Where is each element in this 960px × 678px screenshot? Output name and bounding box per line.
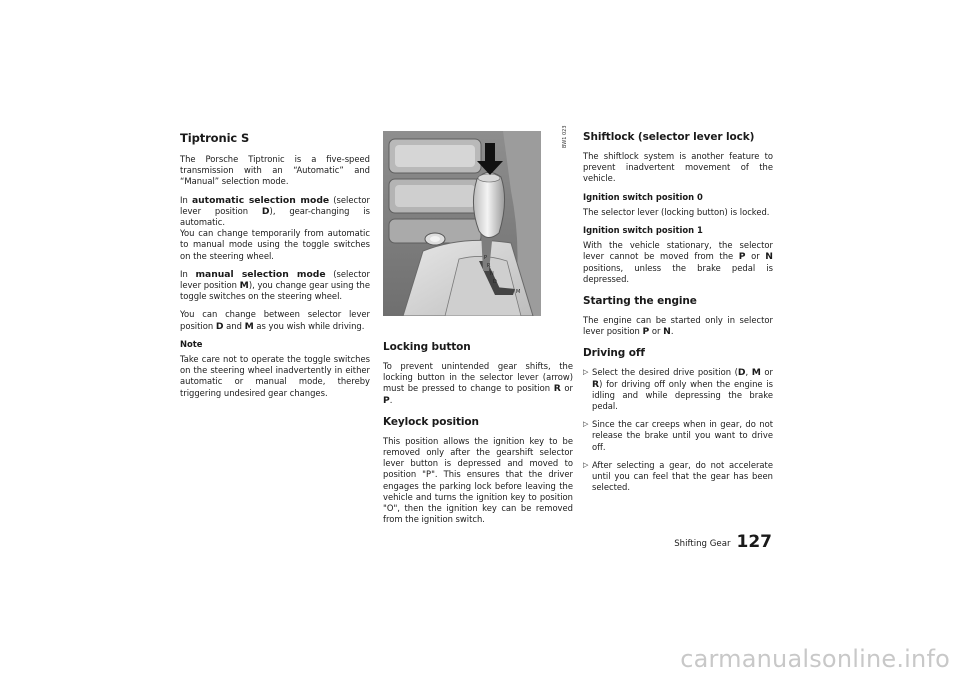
ignition-1-text: With the vehicle stationary, the selector lever cannot be moved from the P or N positions, unless the brake pedal is depressed. xyxy=(583,240,773,284)
selector-lever-photo xyxy=(383,131,541,316)
gate-label-p: P xyxy=(484,255,488,261)
manual-mode-paragraph: In manual selection mode (selector lever position M), you change gear using the toggle switches on the steering wheel. xyxy=(180,268,370,302)
list-item: ▷ Since the car creeps when in gear, do not release the brake until you want to drive off. xyxy=(583,419,773,452)
selector-lever-illustration xyxy=(383,131,541,316)
middle-column xyxy=(383,341,573,532)
tiptronic-intro: The Porsche Tiptronic is a five-speed transmission with an “Automatic” and “Manual” selection mode. xyxy=(180,154,370,187)
photo-reference-code: BW1 023 xyxy=(562,125,568,148)
driving-off-heading: Driving off xyxy=(583,347,645,360)
keylock-text: This position allows the ignition key to be removed only after the gearshift selector lever button is depressed and moved to position "P". This ensures that the driver engages the parking lock before leaving the vehicle and turns the ignition key to position "O", then the ignition key can be removed from the ignition switch. xyxy=(383,435,573,525)
driving-off-list xyxy=(583,367,773,493)
starting-engine-text: The engine can be started only in selector lever position P or N. xyxy=(583,315,773,338)
locking-button-heading: Locking button xyxy=(383,341,471,353)
list-item: ▷ Select the desired drive position (D, M or R) for driving off only when the engine is idling and while depressing the brake pedal. xyxy=(583,367,773,412)
watermark: carmanualsonline.info xyxy=(680,645,950,673)
ignition-0-text: The selector lever (locking button) is locked. xyxy=(583,206,770,217)
gate-label-m: M xyxy=(516,289,521,295)
ignition-0-heading: Ignition switch position 0 xyxy=(583,191,703,202)
section-title: Shifting Gear xyxy=(674,539,731,549)
left-column xyxy=(180,131,370,406)
note-heading: Note xyxy=(180,338,203,349)
gate-label-n: N xyxy=(490,271,494,277)
right-column xyxy=(583,131,773,500)
triangle-bullet-icon: ▷ xyxy=(583,368,589,377)
tiptronic-heading: Tiptronic S xyxy=(180,131,250,145)
temporary-manual-paragraph: You can change temporarily from automatic to manual mode using the toggle switches on the steering wheel. xyxy=(180,228,370,261)
triangle-bullet-icon: ▷ xyxy=(583,460,589,469)
change-positions-paragraph: You can change between selector lever position D and M as you wish while driving. xyxy=(180,309,370,332)
page-number: 127 xyxy=(736,532,772,552)
keylock-heading: Keylock position xyxy=(383,415,479,428)
gate-label-r: R xyxy=(487,263,491,269)
ignition-1-heading: Ignition switch position 1 xyxy=(583,225,703,236)
automatic-mode-paragraph: In automatic selection mode (selector lever position D), gear-changing is automatic. xyxy=(180,194,371,228)
locking-button-text: To prevent unintended gear shifts, the locking button in the selector lever (arrow) must be pressed to change to position R or P. xyxy=(383,361,573,406)
shiftlock-heading: Shiftlock (selector lever lock) xyxy=(583,131,755,143)
list-item: ▷ After selecting a gear, do not accelerate until you can feel that the gear has been selected. xyxy=(583,459,773,493)
page-footer xyxy=(674,533,772,551)
note-text: Take care not to operate the toggle switches on the steering wheel inadvertently in either automatic or manual mode, thereby triggering undesired gear changes. xyxy=(180,354,370,398)
shiftlock-text: The shiftlock system is another feature to prevent inadvertent movement of the vehicle. xyxy=(583,151,773,184)
triangle-bullet-icon: ▷ xyxy=(583,420,589,429)
gate-label-d: D xyxy=(493,279,497,285)
starting-engine-heading: Starting the engine xyxy=(583,295,697,308)
